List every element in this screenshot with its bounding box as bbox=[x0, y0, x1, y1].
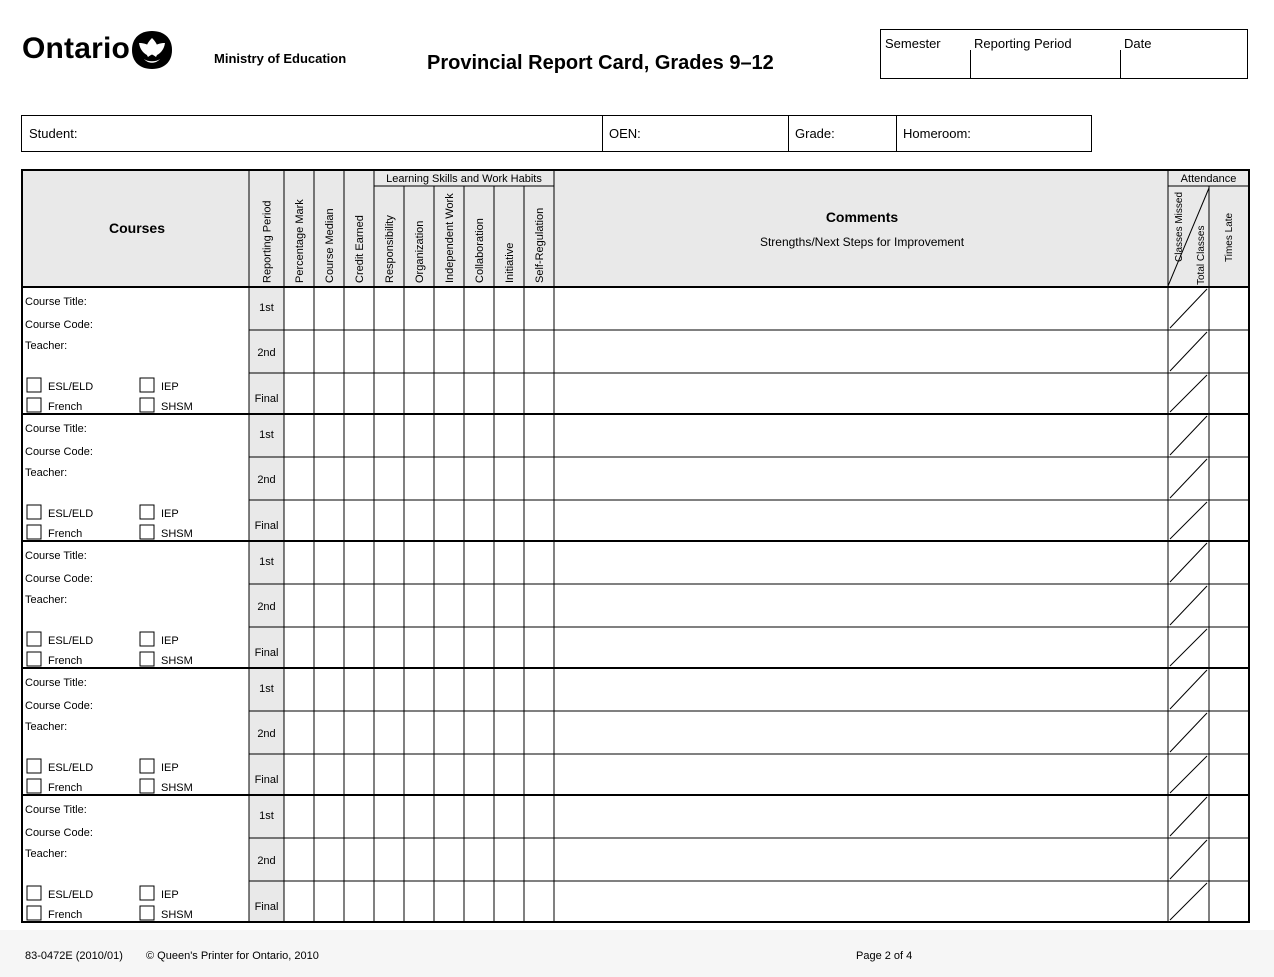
form-code: 83-0472E (2010/01) bbox=[25, 950, 123, 962]
column-label-responsibility: Responsibility bbox=[384, 215, 396, 283]
attendance-cell-diagonal bbox=[1170, 713, 1207, 752]
attendance-cell-diagonal bbox=[1170, 756, 1207, 793]
course-code-label: Course Code: bbox=[25, 573, 93, 585]
period-label-final: Final bbox=[254, 901, 279, 913]
attendance-cell-diagonal bbox=[1170, 332, 1207, 371]
course-title-label: Course Title: bbox=[25, 296, 87, 308]
classes-missed-label: Classes Missed bbox=[1174, 191, 1185, 262]
checkbox-shsm[interactable] bbox=[140, 525, 154, 539]
period-label-final: Final bbox=[254, 647, 279, 659]
checkbox-label: SHSM bbox=[161, 655, 193, 667]
attendance-cell-diagonal bbox=[1170, 289, 1207, 328]
checkbox-label: IEP bbox=[161, 889, 179, 901]
period-label-2nd: 2nd bbox=[257, 601, 276, 613]
checkbox-iep[interactable] bbox=[140, 632, 154, 646]
checkbox-french[interactable] bbox=[27, 525, 41, 539]
teacher-label: Teacher: bbox=[25, 467, 68, 479]
reporting-period-label: Reporting Period bbox=[974, 36, 1072, 51]
column-label-organization: Organization bbox=[414, 220, 426, 283]
period-label-1st: 1st bbox=[259, 556, 274, 568]
comments-header: Comments bbox=[825, 209, 899, 225]
checkbox-iep[interactable] bbox=[140, 759, 154, 773]
attendance-header: Attendance bbox=[1180, 173, 1237, 185]
period-label-final: Final bbox=[254, 520, 279, 532]
checkbox-label: SHSM bbox=[161, 909, 193, 921]
course-title-label: Course Title: bbox=[25, 804, 87, 816]
checkbox-label: IEP bbox=[161, 635, 179, 647]
checkbox-shsm[interactable] bbox=[140, 398, 154, 412]
checkbox-french[interactable] bbox=[27, 779, 41, 793]
checkbox-label: French bbox=[48, 655, 83, 667]
grade-label: Grade: bbox=[795, 126, 835, 141]
checkbox-esl-eld[interactable] bbox=[27, 632, 41, 646]
column-label-initiative: Initiative bbox=[504, 242, 516, 283]
attendance-cell-diagonal bbox=[1170, 586, 1207, 625]
checkbox-shsm[interactable] bbox=[140, 652, 154, 666]
checkbox-label: SHSM bbox=[161, 782, 193, 794]
courses-header: Courses bbox=[108, 220, 166, 236]
page-number: Page 2 of 4 bbox=[856, 950, 913, 962]
teacher-label: Teacher: bbox=[25, 721, 68, 733]
attendance-cell-diagonal bbox=[1170, 670, 1207, 709]
period-label-2nd: 2nd bbox=[257, 347, 276, 359]
attendance-cell-diagonal bbox=[1170, 375, 1207, 412]
attendance-cell-diagonal bbox=[1170, 883, 1207, 920]
course-title-label: Course Title: bbox=[25, 423, 87, 435]
checkbox-label: French bbox=[48, 401, 83, 413]
column-label-percentage-mark: Percentage Mark bbox=[294, 199, 306, 283]
homeroom-label: Homeroom: bbox=[903, 126, 971, 141]
oen-label: OEN: bbox=[609, 126, 641, 141]
column-label-independent-work: Independent Work bbox=[444, 193, 456, 283]
period-label-2nd: 2nd bbox=[257, 474, 276, 486]
ministry-label: Ministry of Education bbox=[214, 51, 347, 66]
period-label-1st: 1st bbox=[259, 429, 274, 441]
course-code-label: Course Code: bbox=[25, 319, 93, 331]
checkbox-label: ESL/ELD bbox=[48, 762, 94, 774]
course-code-label: Course Code: bbox=[25, 827, 93, 839]
attendance-cell-diagonal bbox=[1170, 459, 1207, 498]
period-label-1st: 1st bbox=[259, 683, 274, 695]
column-label-reporting-period: Reporting Period bbox=[261, 200, 274, 283]
learning-skills-header: Learning Skills and Work Habits bbox=[386, 173, 542, 185]
checkbox-label: ESL/ELD bbox=[48, 889, 94, 901]
checkbox-french[interactable] bbox=[27, 398, 41, 412]
checkbox-french[interactable] bbox=[27, 906, 41, 920]
checkbox-esl-eld[interactable] bbox=[27, 759, 41, 773]
period-label-final: Final bbox=[254, 393, 279, 405]
period-label-2nd: 2nd bbox=[257, 855, 276, 867]
checkbox-label: ESL/ELD bbox=[48, 635, 94, 647]
checkbox-iep[interactable] bbox=[140, 886, 154, 900]
checkbox-label: ESL/ELD bbox=[48, 508, 94, 520]
checkbox-label: IEP bbox=[161, 381, 179, 393]
checkbox-shsm[interactable] bbox=[140, 906, 154, 920]
times-late-label: Times Late bbox=[1224, 212, 1235, 262]
checkbox-iep[interactable] bbox=[140, 378, 154, 392]
period-label-1st: 1st bbox=[259, 810, 274, 822]
checkbox-label: IEP bbox=[161, 508, 179, 520]
checkbox-label: SHSM bbox=[161, 528, 193, 540]
course-code-label: Course Code: bbox=[25, 700, 93, 712]
checkbox-esl-eld[interactable] bbox=[27, 378, 41, 392]
checkbox-label: French bbox=[48, 782, 83, 794]
semester-label: Semester bbox=[885, 36, 941, 51]
checkbox-esl-eld[interactable] bbox=[27, 505, 41, 519]
attendance-cell-diagonal bbox=[1170, 797, 1207, 836]
teacher-label: Teacher: bbox=[25, 848, 68, 860]
report-card-title: Provincial Report Card, Grades 9–12 bbox=[427, 52, 774, 74]
checkbox-esl-eld[interactable] bbox=[27, 886, 41, 900]
checkbox-iep[interactable] bbox=[140, 505, 154, 519]
checkbox-label: French bbox=[48, 909, 83, 921]
attendance-cell-diagonal bbox=[1170, 543, 1207, 582]
column-label-collaboration: Collaboration bbox=[474, 218, 486, 283]
attendance-cell-diagonal bbox=[1170, 416, 1207, 455]
checkbox-shsm[interactable] bbox=[140, 779, 154, 793]
attendance-cell-diagonal bbox=[1170, 502, 1207, 539]
table-header-background bbox=[22, 170, 1249, 287]
period-label-final: Final bbox=[254, 774, 279, 786]
attendance-cell-diagonal bbox=[1170, 629, 1207, 666]
teacher-label: Teacher: bbox=[25, 594, 68, 606]
checkbox-label: ESL/ELD bbox=[48, 381, 94, 393]
ontario-logo-text: Ontario bbox=[22, 32, 131, 65]
period-label-1st: 1st bbox=[259, 302, 274, 314]
date-label: Date bbox=[1124, 36, 1152, 51]
course-title-label: Course Title: bbox=[25, 677, 87, 689]
course-code-label: Course Code: bbox=[25, 446, 93, 458]
copyright-notice: © Queen's Printer for Ontario, 2010 bbox=[146, 950, 319, 962]
column-label-course-median: Course Median bbox=[324, 208, 336, 283]
column-label-self-regulation: Self-Regulation bbox=[534, 207, 546, 283]
checkbox-label: SHSM bbox=[161, 401, 193, 413]
attendance-cell-diagonal bbox=[1170, 840, 1207, 879]
student-label: Student: bbox=[29, 126, 78, 141]
checkbox-label: French bbox=[48, 528, 83, 540]
checkbox-label: IEP bbox=[161, 762, 179, 774]
comments-subtitle: Strengths/Next Steps for Improvement bbox=[759, 235, 965, 249]
total-classes-label: Total Classes bbox=[1196, 225, 1207, 285]
teacher-label: Teacher: bbox=[25, 340, 68, 352]
checkbox-french[interactable] bbox=[27, 652, 41, 666]
period-label-2nd: 2nd bbox=[257, 728, 276, 740]
column-label-credit-earned: Credit Earned bbox=[354, 215, 366, 283]
course-title-label: Course Title: bbox=[25, 550, 87, 562]
